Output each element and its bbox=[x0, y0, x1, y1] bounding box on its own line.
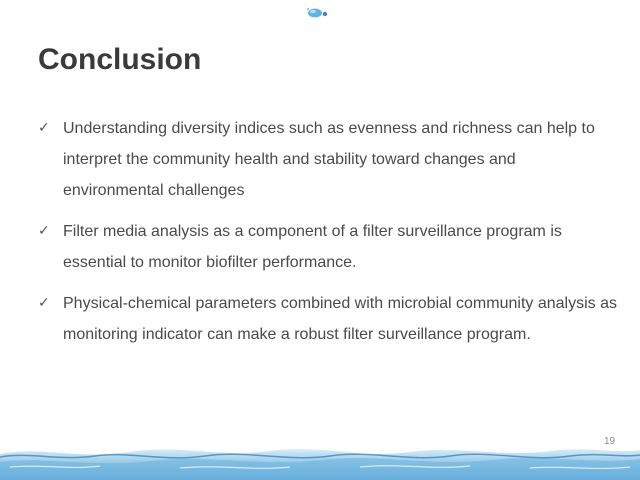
check-mark-icon: ✓ bbox=[38, 120, 50, 136]
bullet-list bbox=[38, 113, 618, 360]
bullet-item bbox=[38, 288, 618, 350]
bullet-text: Understanding diversity indices such as evenness and richness can help to interpret the community health and stability toward changes and environmental challenges bbox=[63, 120, 595, 199]
bullet-text: Filter media analysis as a component of a filter surveillance program is essential to monitor biofilter performance. bbox=[63, 223, 562, 271]
page-number: 19 bbox=[604, 436, 616, 447]
check-mark-icon: ✓ bbox=[38, 223, 50, 239]
water-wave-footer bbox=[0, 440, 640, 480]
water-drop-logo-icon bbox=[302, 2, 332, 22]
check-mark-icon: ✓ bbox=[38, 295, 50, 311]
bullet-text: Physical-chemical parameters combined with microbial community analysis as monitoring indicator can make a robust filter surveillance program. bbox=[63, 295, 617, 343]
slide-title: Conclusion bbox=[38, 43, 202, 76]
bullet-item bbox=[38, 216, 618, 278]
bullet-item bbox=[38, 113, 618, 206]
